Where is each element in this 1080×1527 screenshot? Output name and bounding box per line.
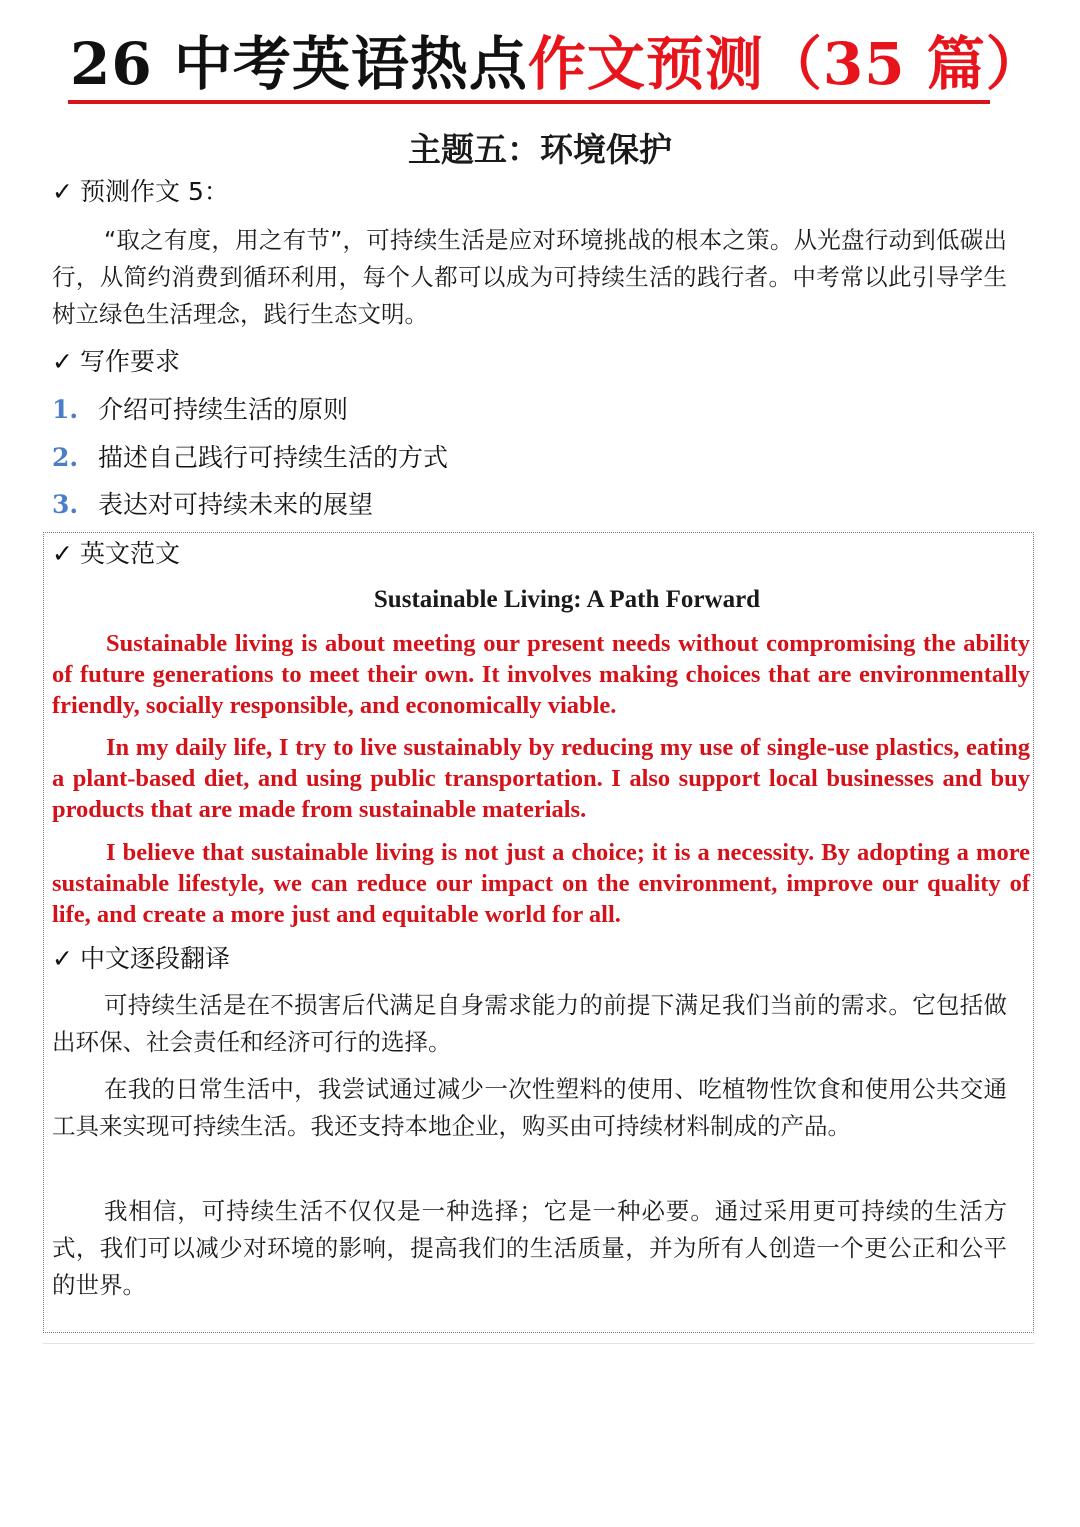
requirement-text: 介绍可持续生活的原则 — [98, 395, 349, 424]
essay-paragraph-3: I believe that sustainable living is not just a choice; it is a necessity. By adopting a more sustainable lifestyle, we can reduce our impact on the environment, improve our quality of life, and create a more just and equitable world for all. — [52, 839, 1030, 928]
prompt-heading — [52, 173, 229, 211]
requirements-heading-label: 写作要求 — [80, 347, 181, 376]
check-icon: ✓ — [52, 347, 73, 376]
requirement-item-1 — [52, 391, 348, 429]
requirement-text: 描述自己践行可持续生活的方式 — [98, 443, 449, 472]
prompt-paragraph: “取之有度，用之有节”，可持续生活是应对环境挑战的根本之策。从光盘行动到低碳出行，从简约消费到循环利用，每个人都可以成为可持续生活的践行者。中考常以此引导学生树立绿色生活理念，践行生态文明。 — [52, 226, 1007, 328]
check-icon: ✓ — [52, 177, 73, 206]
check-icon: ✓ — [52, 944, 73, 973]
translation-heading — [52, 940, 230, 978]
requirement-number: 3. — [52, 490, 79, 519]
requirement-item-3 — [52, 486, 373, 524]
sample-heading-label: 英文范文 — [80, 539, 181, 568]
topic-subtitle: 主题五：环境保护 — [408, 130, 672, 169]
check-icon: ✓ — [52, 539, 73, 568]
translation-paragraph-2: 在我的日常生活中，我尝试通过减少一次性塑料的使用、吃植物性饮食和使用公共交通工具来实现可持续生活。我还支持本地企业，购买由可持续材料制成的产品。 — [52, 1075, 1007, 1140]
prompt-heading-label: 预测作文 5： — [80, 177, 229, 206]
divider — [43, 1343, 1034, 1344]
essay-title: Sustainable Living: A Path Forward — [373, 586, 761, 613]
main-title — [70, 22, 1045, 106]
requirement-number: 2. — [52, 443, 79, 472]
translation-paragraph-1: 可持续生活是在不损害后代满足自身需求能力的前提下满足我们当前的需求。它包括做出环保、社会责任和经济可行的选择。 — [52, 991, 1007, 1056]
requirements-heading — [52, 343, 180, 381]
essay-paragraph-2: In my daily life, I try to live sustainably by reducing my use of single-use plastics, eating a plant-based diet, and using public transportation. I also support local businesses and buy products that are made from sustainable materials. — [52, 734, 1030, 823]
requirement-item-2 — [52, 439, 448, 477]
main-title-black-part: 26 中考英语热点 — [70, 30, 528, 98]
title-underline — [68, 100, 990, 104]
requirement-text: 表达对可持续未来的展望 — [98, 490, 374, 519]
sample-heading — [52, 535, 180, 573]
essay-paragraph-1: Sustainable living is about meeting our present needs without compromising the ability of future generations to meet their own. It involves making choices that are environmentally friendly, socially responsible, and economically viable. — [52, 630, 1030, 719]
translation-heading-label: 中文逐段翻译 — [80, 944, 231, 973]
requirement-number: 1. — [52, 395, 79, 424]
main-title-red-part: 作文预测（35 篇） — [527, 30, 1045, 98]
translation-paragraph-3: 我相信，可持续生活不仅仅是一种选择；它是一种必要。通过采用更可持续的生活方式，我们可以减少对环境的影响，提高我们的生活质量，并为所有人创造一个更公正和公平的世界。 — [52, 1197, 1007, 1299]
